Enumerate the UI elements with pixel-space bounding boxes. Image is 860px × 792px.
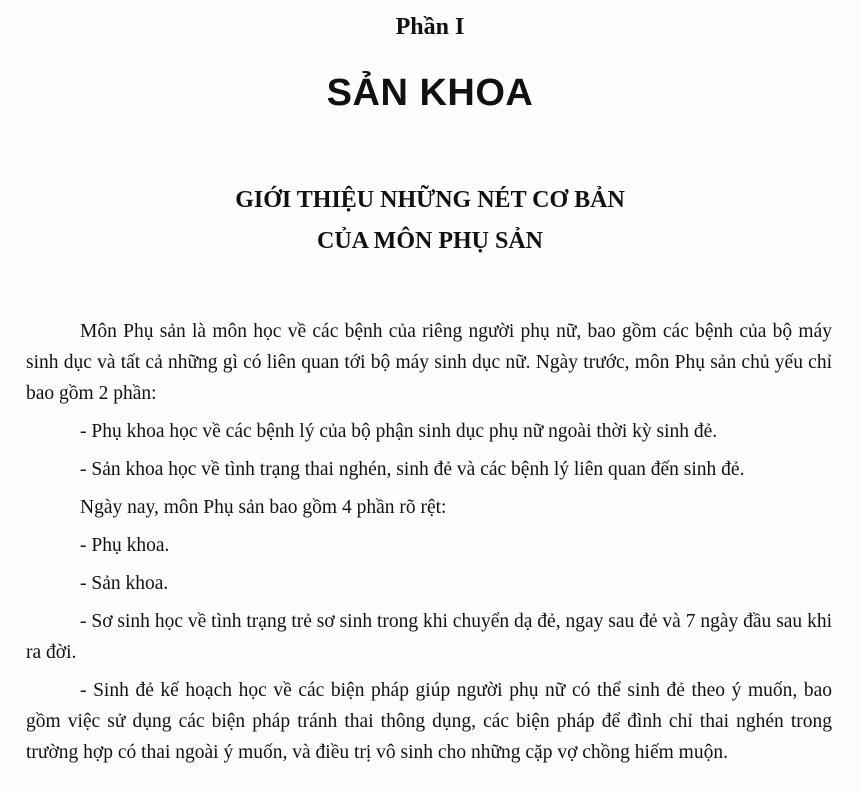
list-item-obstetrics: - Sản khoa. bbox=[80, 573, 169, 594]
main-title: SẢN KHOA bbox=[326, 72, 534, 114]
body-text bbox=[26, 316, 832, 768]
section-title-line-1: GIỚI THIỆU NHỮNG NÉT CƠ BẢN bbox=[235, 187, 625, 213]
section-title bbox=[0, 180, 860, 262]
list-item-gynecology-old: - Phụ khoa học về các bệnh lý của bộ phận sinh dục phụ nữ ngoài thời kỳ sinh đẻ. bbox=[80, 421, 718, 442]
today-intro-paragraph: Ngày nay, môn Phụ sản bao gồm 4 phần rõ rệt: bbox=[80, 497, 447, 518]
list-item-gynecology: - Phụ khoa. bbox=[80, 535, 170, 556]
intro-paragraph: Môn Phụ sản là môn học về các bệnh của riêng người phụ nữ, bao gồm các bệnh của bộ máy sinh dục và tất cả những gì có liên quan tới bộ máy sinh dục nữ. Ngày trước, môn Phụ sản chủ yếu chỉ bao gồm 2 phần: bbox=[26, 321, 832, 404]
list-item-obstetrics-old: - Sản khoa học về tình trạng thai nghén, sinh đẻ và các bệnh lý liên quan đến sinh đẻ. bbox=[80, 459, 745, 480]
part-label: Phần I bbox=[395, 14, 465, 40]
list-item-family-planning: - Sinh đẻ kế hoạch học về các biện pháp giúp người phụ nữ có thể sinh đẻ theo ý muốn, bao gồm việc sử dụng các biện pháp tránh thai thông dụng, các biện pháp để đình chỉ thai nghén trong trường hợp có thai ngoài ý muốn, và điều trị vô sinh cho những cặp vợ chồng hiếm muộn. bbox=[26, 680, 832, 763]
list-item-neonatology: - Sơ sinh học về tình trạng trẻ sơ sinh trong khi chuyển dạ đẻ, ngay sau đẻ và 7 ngày đầu sau khi ra đời. bbox=[26, 611, 832, 663]
section-title-line-2: CỦA MÔN PHỤ SẢN bbox=[317, 228, 543, 254]
